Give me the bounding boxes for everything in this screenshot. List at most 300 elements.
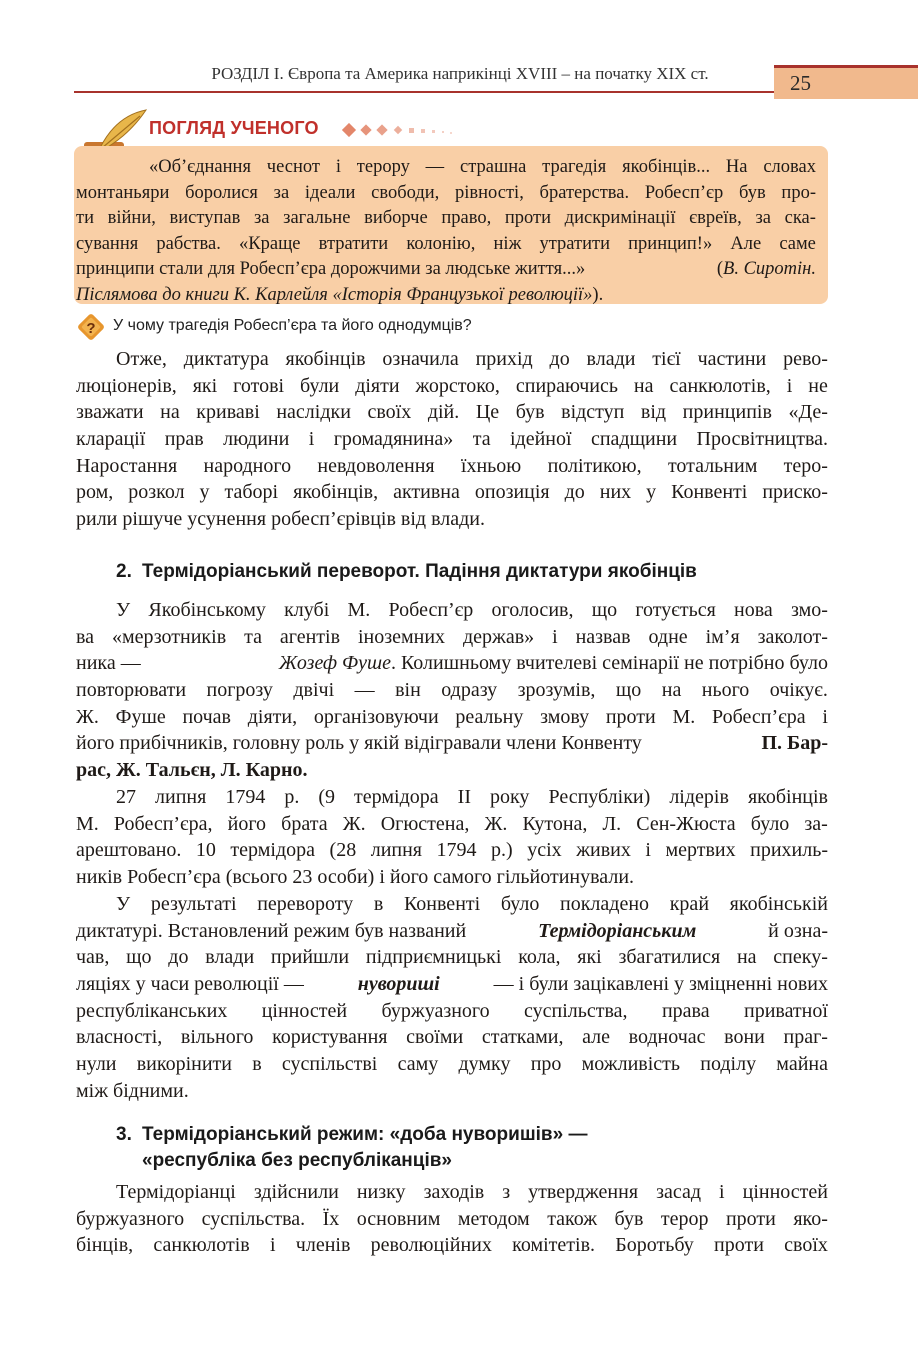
text-segment: його прибічників, головну роль у якій відігравали члени Конвенту xyxy=(76,732,642,755)
word: липня xyxy=(370,839,423,862)
word: означила xyxy=(382,348,459,370)
text-segment: й озна- xyxy=(768,919,828,942)
word: війни, xyxy=(107,208,156,228)
word: і xyxy=(269,1234,276,1257)
word: у xyxy=(199,481,210,504)
word: якобінців xyxy=(285,348,366,370)
paragraph-1 xyxy=(76,346,828,533)
word: реальну xyxy=(455,705,524,728)
word: — xyxy=(425,157,445,177)
word: та xyxy=(244,625,262,648)
word: також xyxy=(547,1207,598,1230)
word: суспільства, xyxy=(524,999,628,1022)
word: він xyxy=(395,679,421,702)
word: нова xyxy=(734,599,773,621)
italic-name: Жозеф Фуше xyxy=(278,652,391,675)
scholar-view-title: ПОГЛЯД УЧЕНОГО xyxy=(149,118,319,138)
word: членів xyxy=(295,1234,351,1257)
word: чеснот xyxy=(266,157,320,177)
word: Л. xyxy=(602,812,622,835)
word: спеку- xyxy=(773,946,828,969)
word: своїх xyxy=(784,1234,828,1257)
word: двічі xyxy=(293,679,335,702)
word: словах xyxy=(763,157,816,177)
scholar-quote-box xyxy=(74,146,828,304)
word: термідора xyxy=(354,786,439,808)
word: ром, xyxy=(76,481,114,504)
word: боролися xyxy=(185,182,258,203)
word: за- xyxy=(804,812,828,835)
word: У xyxy=(116,893,131,915)
word: ідеали xyxy=(304,182,356,203)
word: термідора xyxy=(230,839,316,862)
text-line: між бідними. xyxy=(76,1079,189,1102)
text-line xyxy=(76,918,828,945)
text-line: рили рішуче усунення робесп’єрівців від влади. xyxy=(76,508,485,531)
text-segment: . Колишньому вчителеві семінарії не потрібно було xyxy=(390,652,828,675)
text-line xyxy=(76,1024,828,1051)
word: що xyxy=(615,679,642,702)
word: їхньою xyxy=(460,454,522,477)
word: проти xyxy=(605,705,656,728)
word: що xyxy=(591,599,618,621)
word: був xyxy=(738,182,766,203)
word: братерства. xyxy=(539,182,630,203)
word: держав» xyxy=(462,625,535,648)
word: за xyxy=(253,208,270,228)
word: — xyxy=(354,679,375,702)
word: про xyxy=(530,1053,562,1076)
text-line xyxy=(76,971,828,998)
word: утратити xyxy=(539,233,611,254)
word: трагедія xyxy=(542,157,607,177)
word: страшна xyxy=(460,157,527,177)
text-line xyxy=(76,597,828,624)
word: і xyxy=(308,428,315,451)
word: ім’я xyxy=(705,625,740,648)
word: (28 xyxy=(329,839,357,862)
word: виборче xyxy=(364,208,428,228)
word: Їх xyxy=(322,1207,340,1230)
word: ска- xyxy=(784,208,816,228)
text-line xyxy=(76,624,828,651)
word: Просвітництва. xyxy=(696,428,828,451)
word: підприємницькі xyxy=(365,946,502,969)
word: було xyxy=(500,893,540,915)
word: розкол xyxy=(128,481,185,504)
word: прийшли xyxy=(270,946,350,969)
word: Робесп’єра xyxy=(711,705,806,728)
running-head: РОЗДІЛ І. Європа та Америка наприкінці XVIII – на початку XIX ст. xyxy=(211,64,709,83)
word: проти xyxy=(725,1207,776,1230)
word: яко- xyxy=(793,1207,828,1230)
paragraph-2 xyxy=(76,597,828,784)
word: назвав xyxy=(575,625,631,648)
word: і xyxy=(719,1181,725,1203)
word: буржуазного xyxy=(76,1207,185,1230)
word: Наростання xyxy=(76,454,178,477)
word: Робесп’єра, xyxy=(113,812,213,835)
word: усіх xyxy=(527,839,562,862)
word: утвердження xyxy=(528,1181,639,1203)
word: одне xyxy=(648,625,688,648)
word: оголосив, xyxy=(491,599,574,621)
word: рівності, xyxy=(455,182,524,203)
word: за xyxy=(273,182,290,203)
bold-names: рас, Ж. Тальєн, Л. Карно. xyxy=(76,759,308,782)
word: ідейної xyxy=(509,428,572,451)
word: спираючись xyxy=(515,374,618,397)
word: і xyxy=(335,157,341,177)
word: наслідки xyxy=(276,401,351,424)
word: рево- xyxy=(783,348,828,370)
word: права xyxy=(661,999,710,1022)
header-rule xyxy=(74,91,774,93)
word: на xyxy=(633,374,654,397)
word: на xyxy=(160,401,180,424)
word: були xyxy=(300,374,340,397)
section-2-heading xyxy=(116,559,697,585)
section-title: Термідоріанський переворот. Падіння диктатури якобінців xyxy=(142,561,697,582)
word: теро- xyxy=(783,454,828,477)
word: приско- xyxy=(762,481,828,504)
bold-names: П. Бар- xyxy=(761,732,828,755)
word: 27 xyxy=(116,786,136,808)
word: кола, xyxy=(518,946,561,969)
word: на xyxy=(736,946,757,969)
word: втратити xyxy=(318,233,389,254)
text-line xyxy=(76,399,828,426)
word: жорстоко, xyxy=(415,374,500,397)
word: зрозумів, xyxy=(517,679,596,702)
word: року xyxy=(490,786,530,808)
word: ти xyxy=(76,208,94,228)
word: опозиція xyxy=(474,481,550,504)
word: принципів xyxy=(682,401,772,424)
text-line xyxy=(76,784,828,811)
word: р.) xyxy=(491,839,513,862)
word: спадщини xyxy=(590,428,678,451)
word: був xyxy=(614,1207,644,1230)
word: прав xyxy=(164,428,204,451)
ornament-decoration xyxy=(342,123,462,137)
word: зважати xyxy=(76,401,144,424)
word: праг- xyxy=(783,1026,828,1049)
word: край xyxy=(669,893,710,915)
word: думку xyxy=(458,1053,511,1076)
word: монтаньяри xyxy=(76,182,170,203)
text-line: ників Робесп’єра (всього 23 особи) і його самого гільйотинували. xyxy=(76,866,635,889)
page-number: 25 xyxy=(790,71,811,95)
word: мертвих xyxy=(665,839,736,862)
word: змо- xyxy=(791,599,828,621)
word: 1794 xyxy=(436,839,477,862)
quote-line xyxy=(74,257,816,283)
text-line xyxy=(76,891,828,918)
word: «Краще xyxy=(239,233,301,254)
text-line xyxy=(76,373,828,400)
word: і xyxy=(645,839,651,862)
word: в xyxy=(373,893,384,915)
word: діяти xyxy=(355,374,400,397)
word: Робесп’єр xyxy=(644,182,724,203)
word: клубі xyxy=(284,599,330,621)
word: частини xyxy=(697,348,767,370)
word: проти xyxy=(504,208,552,228)
word: якобінців... xyxy=(622,157,711,177)
word: колонію, xyxy=(406,233,476,254)
text-line xyxy=(76,650,828,677)
word: проти xyxy=(714,1234,764,1257)
word: готується xyxy=(635,599,716,621)
word: Ж. xyxy=(342,812,366,835)
word: М. xyxy=(672,705,696,728)
word: заколот- xyxy=(757,625,828,648)
word: Ж. xyxy=(76,705,99,728)
word: У xyxy=(116,599,131,621)
text-line xyxy=(76,453,828,480)
word: Конвенті xyxy=(671,481,748,504)
word: його xyxy=(227,812,267,835)
word: нули xyxy=(76,1053,117,1076)
word: вони xyxy=(724,1026,765,1049)
word: люціонерів, xyxy=(76,374,177,397)
word: ва xyxy=(76,625,95,648)
word: та xyxy=(472,428,491,451)
word: Якобінському xyxy=(148,599,266,621)
section-number: 3. xyxy=(116,1124,132,1145)
word: якобінській xyxy=(729,893,828,915)
word: саме xyxy=(779,233,816,254)
word: право, xyxy=(441,208,492,228)
word: республіканських xyxy=(76,999,228,1022)
word: «мерзотників xyxy=(111,625,227,648)
word: здійснили xyxy=(253,1181,339,1203)
word: в xyxy=(252,1053,262,1076)
word: Боротьбу xyxy=(615,1234,694,1257)
word: нього xyxy=(701,679,750,702)
word: тотальним xyxy=(667,454,758,477)
word: Це xyxy=(475,401,500,424)
word: результаті xyxy=(150,893,237,915)
word: агентів xyxy=(279,625,341,648)
word: «Об’єднання xyxy=(149,157,251,177)
word: своїми xyxy=(406,1026,464,1049)
term-thermidorian: Термідоріанським xyxy=(538,919,697,942)
word: народного xyxy=(203,454,292,477)
word: почав xyxy=(182,705,232,728)
text-line xyxy=(76,1206,828,1233)
paragraph-3 xyxy=(76,784,828,891)
word: якобінців, xyxy=(293,481,379,504)
word: погрозу xyxy=(206,679,273,702)
word: загальне xyxy=(283,208,351,228)
word: них xyxy=(599,481,632,504)
word: до xyxy=(564,481,585,504)
word: за xyxy=(755,208,771,228)
text-segment: ляціях у часи революції — xyxy=(76,973,304,996)
word: М. xyxy=(347,599,371,621)
word: перевороту xyxy=(257,893,354,915)
word: людини xyxy=(223,428,290,451)
word: революційних xyxy=(370,1234,492,1257)
word: які xyxy=(577,946,602,969)
word: готові xyxy=(233,374,285,397)
word: свободи, xyxy=(371,182,440,203)
word: на xyxy=(661,679,682,702)
page-number-tab xyxy=(774,65,918,99)
word: прихиль- xyxy=(750,839,828,862)
word: 10 xyxy=(195,839,216,862)
word: сування xyxy=(76,233,139,254)
word: ніж xyxy=(493,233,522,254)
quote-line xyxy=(74,206,816,232)
word: і xyxy=(822,705,828,728)
word: терору xyxy=(356,157,410,177)
quote-source-author: В. Сиротін. xyxy=(723,259,816,279)
word: Ж. xyxy=(484,812,508,835)
word: саму xyxy=(397,1053,439,1076)
quote-line xyxy=(74,155,816,181)
text-line xyxy=(76,998,828,1025)
word: до xyxy=(549,348,570,370)
text-line xyxy=(76,479,828,506)
word: живих xyxy=(576,839,631,862)
word: Робесп’єр xyxy=(388,599,474,621)
text-segment xyxy=(279,650,828,677)
word: Кутона, xyxy=(522,812,588,835)
word: збагатилися xyxy=(618,946,721,969)
word: змову xyxy=(540,705,590,728)
word: власності, xyxy=(76,1026,163,1049)
word: лідерів xyxy=(669,786,729,808)
word: Конвенті xyxy=(403,893,481,915)
text-line xyxy=(76,677,828,704)
word: санкюлотів, xyxy=(669,374,771,397)
word: приватної xyxy=(743,999,828,1022)
text-line xyxy=(76,704,828,731)
word: і xyxy=(786,374,793,397)
word: диктатура xyxy=(183,348,269,370)
word: Отже, xyxy=(116,348,167,370)
text-line xyxy=(76,944,828,971)
section-3-heading xyxy=(116,1122,587,1174)
quote-line xyxy=(74,232,816,258)
text-line xyxy=(76,1179,828,1206)
word: не xyxy=(808,374,828,397)
question-text: У чому трагедія Робесп’єра та його однодумців? xyxy=(113,317,472,334)
word: принцип!» xyxy=(628,233,713,254)
word: активна xyxy=(393,481,460,504)
word: викорінити xyxy=(136,1053,232,1076)
word: громадянина» xyxy=(333,428,454,451)
paragraph-5 xyxy=(76,1179,828,1259)
word: якобінців xyxy=(747,786,828,808)
word: М. xyxy=(76,812,99,835)
word: які xyxy=(192,374,218,397)
word: Але xyxy=(730,233,762,254)
word: На xyxy=(725,157,748,177)
word: цінностей xyxy=(742,1181,828,1203)
quote-source-title: Післямова до книги К. Карлейля «Історія Французької революції» xyxy=(76,284,593,305)
quote-source-close: ). xyxy=(592,284,604,305)
word: очікує. xyxy=(769,679,828,702)
word: Фуше xyxy=(115,705,166,728)
word: можливість xyxy=(581,1053,681,1076)
word: виступав xyxy=(169,208,241,228)
word: діяти, xyxy=(247,705,298,728)
word: іноземних xyxy=(357,625,446,648)
word: поділу xyxy=(700,1053,757,1076)
word: Республіки) xyxy=(548,786,651,808)
word: методом xyxy=(457,1207,530,1230)
text-line xyxy=(76,757,828,784)
text-line xyxy=(76,811,828,838)
word: з xyxy=(502,1181,511,1203)
word: (9 xyxy=(318,786,336,808)
quote-line xyxy=(74,283,816,309)
word: повторювати xyxy=(76,679,187,702)
word: брата xyxy=(281,812,328,835)
text-line xyxy=(76,346,828,373)
word: невдоволення xyxy=(317,454,435,477)
word: липня xyxy=(155,786,207,808)
text-segment: ника — xyxy=(76,652,141,675)
word: покладено xyxy=(560,893,650,915)
word: було xyxy=(750,812,790,835)
word: засад xyxy=(656,1181,702,1203)
word: але xyxy=(582,1026,611,1049)
word: Огюстена, xyxy=(380,812,470,835)
word: своїх xyxy=(367,401,412,424)
text-segment: — і були зацікавлені у зміцненні нових xyxy=(493,973,828,996)
word: відступ xyxy=(561,401,625,424)
word: Сен-Жюста xyxy=(636,812,736,835)
word: статками, xyxy=(481,1026,564,1049)
word: вільного xyxy=(180,1026,254,1049)
word: суспільства. xyxy=(201,1207,306,1230)
word: користування xyxy=(272,1026,388,1049)
word: і xyxy=(552,625,558,648)
section-title-line xyxy=(116,1122,587,1148)
text-line xyxy=(76,837,828,864)
word: тієї xyxy=(652,348,681,370)
word: дискримінації xyxy=(564,208,676,228)
quote-source-open: (В. Сиротін. xyxy=(716,259,816,279)
word: євреїв, xyxy=(689,208,742,228)
text-segment: диктатурі. Встановлений режим був названий xyxy=(76,919,467,942)
word: у xyxy=(646,481,657,504)
word: від xyxy=(640,401,667,424)
word: до xyxy=(168,946,189,969)
text-line xyxy=(76,1051,828,1078)
word: політикою, xyxy=(547,454,642,477)
word: одразу xyxy=(441,679,498,702)
word: водночас xyxy=(628,1026,706,1049)
text-line xyxy=(76,1232,828,1259)
text-line xyxy=(76,426,828,453)
word: р. xyxy=(284,786,300,808)
word: прихід xyxy=(475,348,533,370)
word: арештовано. xyxy=(76,839,182,862)
word: буржуазного xyxy=(381,999,490,1022)
word: рабства. xyxy=(156,233,221,254)
word: терор xyxy=(660,1207,709,1230)
word: таборі xyxy=(224,481,279,504)
quote-text: принципи стали для Робесп’єра дорожчими за людське життя...» xyxy=(76,259,586,279)
word: кларації xyxy=(76,428,146,451)
word: заходів xyxy=(423,1181,485,1203)
